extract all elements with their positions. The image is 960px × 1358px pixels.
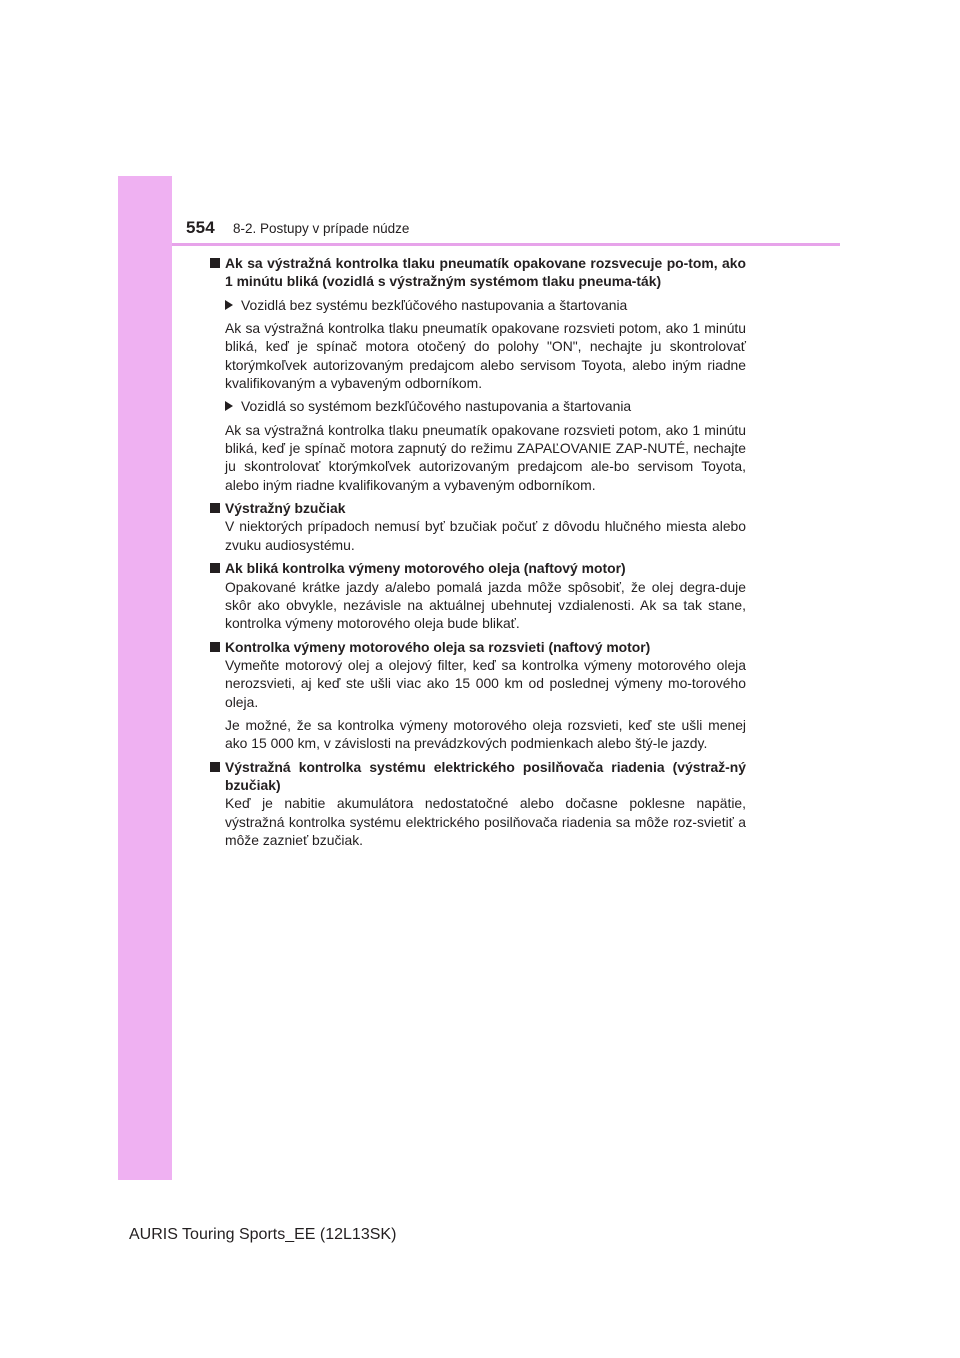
section-oil-change-blinking: [209, 559, 746, 632]
section-heading-text: Ak bliká kontrolka výmeny motorového oleja (naftový motor): [225, 560, 626, 577]
body-paragraph: Je možné, že sa kontrolka výmeny motorového oleja rozsvieti, keď ste ušli menej ako 15 000 km, v závislosti na prevádzkových podmienkach alebo štý-le jazdy.: [225, 716, 746, 752]
body-paragraph: Opakované krátke jazdy a/alebo pomalá jazda môže spôsobiť, že olej degra-duje skôr ako obvykle, nezávisle na aktuálnej ubehnutej vzdialenosti. Ak sa tak stane, kontrolka výmeny motorového oleja bude blikať.: [225, 578, 746, 632]
section-warning-buzzer: [209, 499, 746, 554]
square-bullet-icon: [210, 563, 220, 573]
subsection-heading: [209, 296, 746, 314]
subsection-heading-text: Vozidlá bez systému bezkľúčového nastupovania a štartovania: [241, 296, 628, 313]
section-heading: [209, 758, 746, 795]
section-heading: [209, 559, 746, 577]
subsection-heading-text: Vozidlá so systémom bezkľúčového nastupovania a štartovania: [241, 398, 632, 415]
page-content: [209, 254, 746, 854]
section-heading: [209, 638, 746, 656]
page-footer: AURIS Touring Sports_EE (12L13SK): [129, 1226, 397, 1243]
section-title: 8-2. Postupy v prípade núdze: [233, 221, 410, 236]
section-heading: [209, 499, 746, 517]
square-bullet-icon: [210, 642, 220, 652]
square-bullet-icon: [210, 258, 220, 268]
side-color-band: [118, 176, 172, 1180]
body-paragraph: Vymeňte motorový olej a olejový filter, keď sa kontrolka výmeny motorového oleja nerozsvieti, aj keď ste ušli viac ako 15 000 km od poslednej výmeny mo-torového oleja.: [225, 656, 746, 710]
section-heading-text: Výstražný bzučiak: [225, 500, 346, 517]
section-oil-change-lit: [209, 638, 746, 753]
body-paragraph: Ak sa výstražná kontrolka tlaku pneumatík opakovane rozsvieti potom, ako 1 minútu bliká, keď je spínač motora otočený do polohy "ON", nechajte ju skontrolovať ktorýmkoľvek autorizovaným predajcom alebo servisom Toyota, alebo iným riadne kvalifikovaným a vybaveným odborníkom.: [225, 320, 746, 392]
section-tire-pressure-warning: [209, 254, 746, 494]
header-rule: [172, 243, 840, 246]
section-power-steering-warning: [209, 758, 746, 850]
section-heading-text: Výstražná kontrolka systému elektrického posilňovača riadenia (výstraž-ný bzučiak): [225, 758, 746, 793]
section-heading-text: Kontrolka výmeny motorového oleja sa rozsvieti (naftový motor): [225, 638, 651, 655]
section-heading-text: Ak sa výstražná kontrolka tlaku pneumatík opakovane rozsvecuje po-tom, ako 1 minútu bliká (vozidlá s výstražným systémom tlaku pneuma-ták): [225, 255, 746, 290]
triangle-bullet-icon: [225, 401, 233, 411]
triangle-bullet-icon: [225, 300, 233, 310]
body-paragraph: Ak sa výstražná kontrolka tlaku pneumatík opakovane rozsvieti potom, ako 1 minútu bliká, keď je spínač motora zapnutý do režimu ZAPAĽOVANIE ZAP-NUTÉ, nechajte ju skontrolovať ktorýmkoľvek autorizovaným predajcom ale-bo servisom Toyota, alebo iným riadne kvalifikovaným a vybaveným odborníkom.: [225, 421, 746, 493]
subsection-heading: [209, 397, 746, 415]
body-paragraph: Keď je nabitie akumulátora nedostatočné alebo dočasne poklesne napätie, výstražná kontrolka systému elektrického posilňovača riadenia sa môže roz-svietiť a môže zaznieť bzučiak.: [225, 795, 746, 848]
square-bullet-icon: [210, 503, 220, 513]
body-paragraph: V niektorých prípadoch nemusí byť bzučiak počuť z dôvodu hlučného miesta alebo zvuku audiosystému.: [225, 518, 746, 553]
section-heading: [209, 254, 746, 291]
page-number: 554: [186, 218, 215, 237]
square-bullet-icon: [210, 762, 220, 772]
